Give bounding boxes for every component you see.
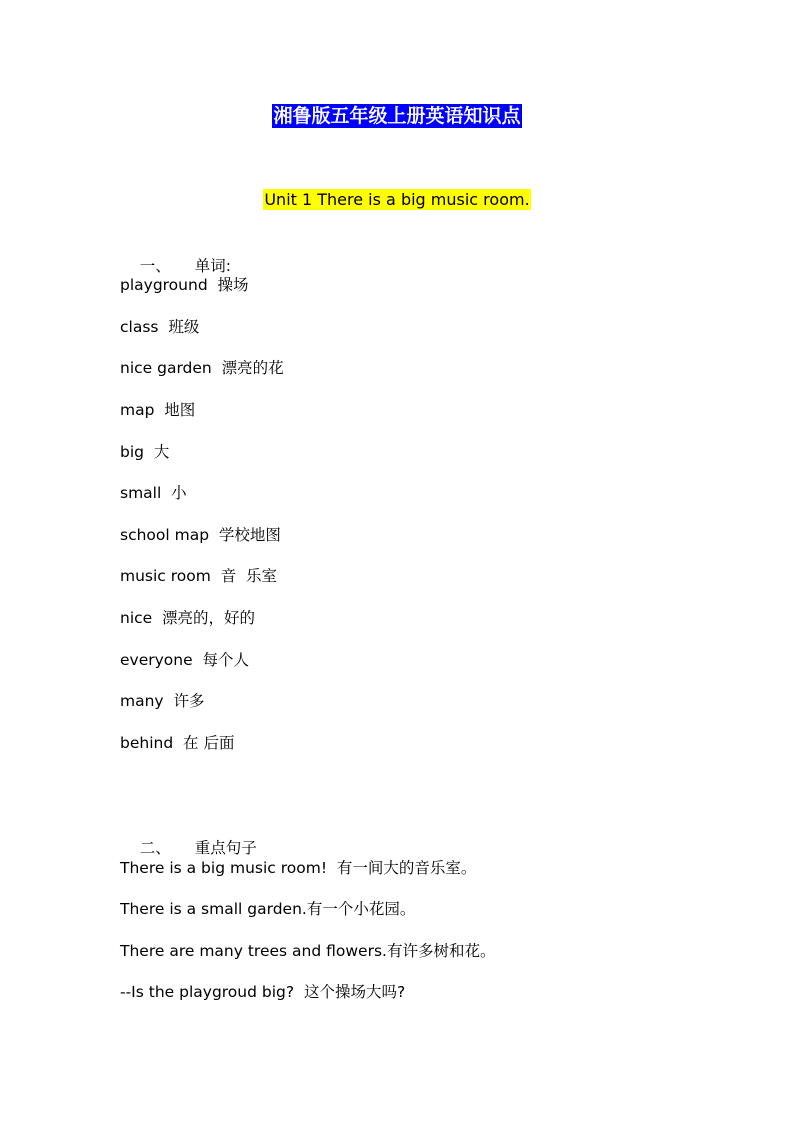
vocab-item: nice garden 漂亮的花 bbox=[120, 359, 284, 377]
vocab-item: behind 在 后面 bbox=[120, 734, 235, 752]
vocab-item: many 许多 bbox=[120, 692, 205, 710]
vocab-item: big 大 bbox=[120, 443, 170, 461]
vocab-item: playground 操场 bbox=[120, 276, 249, 294]
section-label: 单词: bbox=[194, 257, 231, 275]
vocab-item: map 地图 bbox=[120, 401, 196, 419]
section-number: 二、 bbox=[139, 839, 171, 857]
section-label: 重点句子 bbox=[194, 839, 257, 857]
sentence-item: There are many trees and flowers.有许多树和花。 bbox=[120, 942, 496, 960]
section-number: 一、 bbox=[139, 257, 171, 275]
unit-title-text: Unit 1 There is a big music room. bbox=[264, 190, 530, 209]
sentence-item: There is a big music room! 有一间大的音乐室。 bbox=[120, 859, 477, 877]
sentence-item: --Is the playgroud big? 这个操场大吗? bbox=[120, 983, 406, 1001]
sentence-item: There is a small garden.有一个小花园。 bbox=[120, 900, 416, 918]
document-title bbox=[0, 102, 794, 130]
unit-title bbox=[0, 188, 794, 212]
vocab-item: class 班级 bbox=[120, 318, 200, 336]
vocab-item: small 小 bbox=[120, 484, 187, 502]
vocab-item: nice 漂亮的，好的 bbox=[120, 609, 256, 627]
vocab-item: music room 音 乐室 bbox=[120, 567, 278, 585]
vocab-item: everyone 每个人 bbox=[120, 651, 249, 669]
document-title-text: 湘鲁版五年级上册英语知识点 bbox=[273, 105, 521, 127]
vocab-item: school map 学校地图 bbox=[120, 526, 281, 544]
